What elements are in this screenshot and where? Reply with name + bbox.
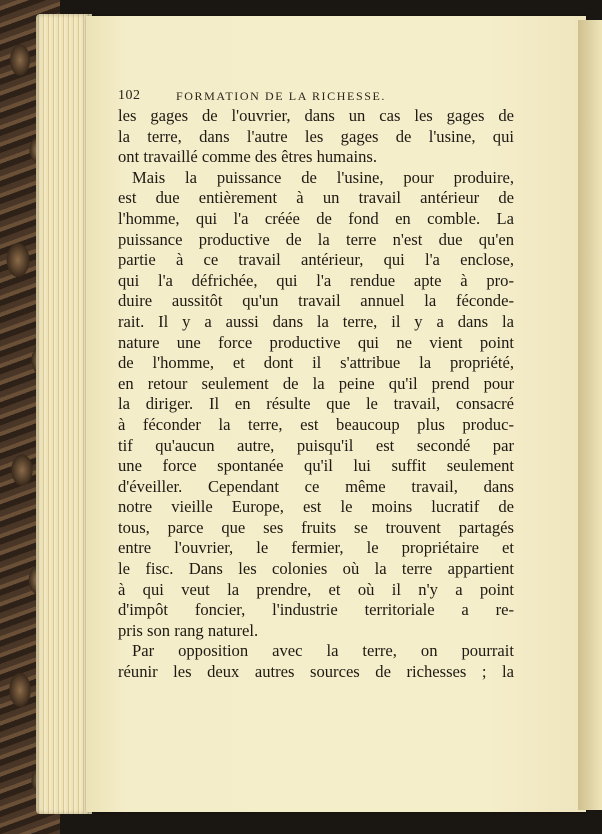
text-line: Par opposition avec la terre, on pourrait xyxy=(132,641,514,661)
text-line: partie à ce travail antérieur, qui l'a enclose, xyxy=(118,250,514,270)
text-line: tous, parce que ses fruits se trouvent partagés xyxy=(118,517,514,537)
page-edges xyxy=(36,14,92,814)
text-line: d'éveiller. Cependant ce même travail, dans xyxy=(118,476,514,496)
text-line: la terre, dans l'autre les gages de l'usine, qui xyxy=(118,126,514,146)
text-line: est due entièrement à un travail antérieur de xyxy=(118,188,514,208)
text-line: ont travaillé comme des êtres humains. xyxy=(118,147,377,167)
text-line: qui l'a défrichée, qui l'a rendue apte à pro- xyxy=(118,270,514,290)
text-line: pris son rang naturel. xyxy=(118,620,259,640)
text-line: d'impôt foncier, l'industrie territoriale a re- xyxy=(118,600,514,620)
text-line: Mais la puissance de l'usine, pour produire, xyxy=(132,167,514,187)
text-line: tif qu'aucun autre, puisqu'il est secondé par xyxy=(118,435,514,455)
text-line: entre l'ouvrier, le fermier, le propriétaire et xyxy=(118,538,514,558)
text-line: notre vieille Europe, est le moins lucratif de xyxy=(118,497,514,517)
running-head: FORMATION DE LA RICHESSE. xyxy=(176,89,387,103)
text-line: de l'homme, et dont il s'attribue la propriété, xyxy=(118,353,514,373)
text-line: les gages de l'ouvrier, dans un cas les gages de xyxy=(118,106,514,125)
text-line: à féconder la terre, est beaucoup plus produc- xyxy=(118,414,514,434)
text-line: rait. Il y a aussi dans la terre, il y a dans la xyxy=(118,311,514,331)
text-line: la diriger. Il en résulte que le travail, consacré xyxy=(118,394,514,414)
text-line: puissance productive de la terre n'est due qu'en xyxy=(118,229,514,249)
page-number: 102 xyxy=(118,88,141,103)
text-line: nature une force productive qui ne vient point xyxy=(118,332,514,352)
text-line: en retour seulement de la peine qu'il prend pour xyxy=(118,373,514,393)
text-line: une force spontanée qu'il lui suffit seulement xyxy=(118,456,514,476)
text-line: duire aussitôt qu'un travail annuel la féconde- xyxy=(118,291,514,311)
text-line: à qui veut la prendre, et où il n'y a point xyxy=(118,579,514,599)
text-line: le fisc. Dans les colonies où la terre appartient xyxy=(118,559,514,579)
body-text xyxy=(118,106,514,683)
facing-page-edge xyxy=(578,20,602,810)
text-line: l'homme, qui l'a créée de fond en comble. La xyxy=(118,208,514,228)
text-line: réunir les deux autres sources de richesses ; la xyxy=(118,662,514,682)
